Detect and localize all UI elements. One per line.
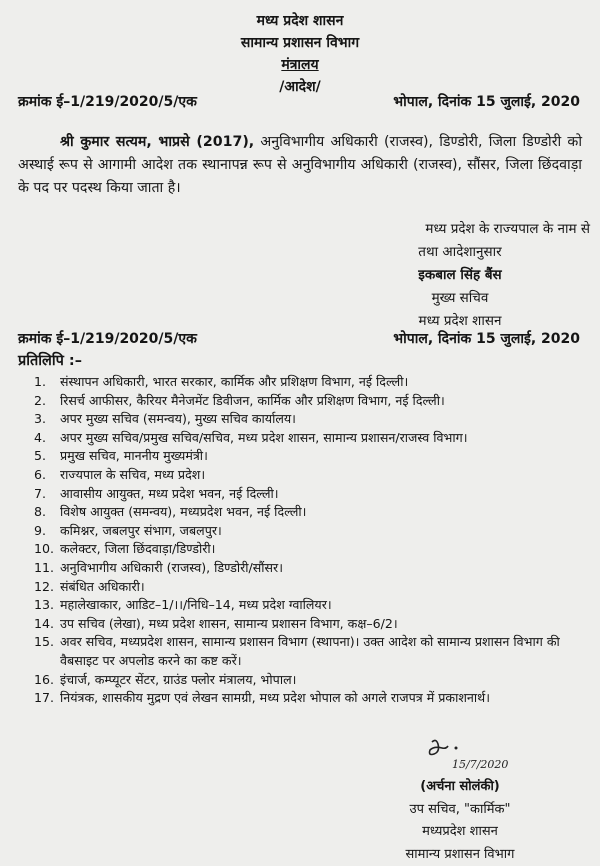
header-department: सामान्य प्रशासन विभाग xyxy=(0,32,600,54)
copy-recipient-text: विशेष आयुक्त (समन्वय), मध्यप्रदेश भवन, नई दिल्ली। xyxy=(60,503,590,522)
officer-name: श्री कुमार सत्यम, भाप्रसे (2017), xyxy=(60,134,254,150)
copy-recipient-item xyxy=(34,633,590,670)
copy-recipient-text: कमिश्नर, जबलपुर संभाग, जबलपुर। xyxy=(60,522,590,541)
copy-recipient-number: 2. xyxy=(34,392,60,411)
order-body xyxy=(18,131,582,200)
authority-block xyxy=(330,218,590,333)
copy-recipient-text: अपर मुख्य सचिव/प्रमुख सचिव/सचिव, मध्य प्रदेश शासन, सामान्य प्रशासन/राजस्व विभाग। xyxy=(60,429,590,448)
copy-recipient-text: अपर मुख्य सचिव (समन्वय), मुख्य सचिव कार्यालय। xyxy=(60,410,590,429)
copy-recipient-item xyxy=(34,540,590,559)
copy-recipient-item xyxy=(34,596,590,615)
copy-recipient-item xyxy=(34,578,590,597)
authority-designation: मुख्य सचिव xyxy=(330,287,590,310)
authority-line-1: मध्य प्रदेश के राज्यपाल के नाम से xyxy=(330,218,590,241)
order-date: भोपाल, दिनांक 15 जुलाई, 2020 xyxy=(393,92,580,111)
copy-recipient-text: संबंधित अधिकारी। xyxy=(60,578,590,597)
copy-recipient-item xyxy=(34,373,590,392)
copy-recipient-text: प्रमुख सचिव, माननीय मुख्यमंत्री। xyxy=(60,447,590,466)
copy-recipient-text: राज्यपाल के सचिव, मध्य प्रदेश। xyxy=(60,466,590,485)
header-government: मध्य प्रदेश शासन xyxy=(0,10,600,32)
copy-date: भोपाल, दिनांक 15 जुलाई, 2020 xyxy=(393,329,580,348)
copy-recipient-item xyxy=(34,392,590,411)
copy-recipient-number: 8. xyxy=(34,503,60,522)
copy-recipient-item xyxy=(34,671,590,690)
order-body-text: अनुविभागीय अधिकारी (राजस्व), डिण्डोरी, जिला डिण्डोरी को अस्थाई रूप से आगामी आदेश तक स्थानापन्न रूप से अनुविभागीय अधिकारी (राजस्व), सौंसर, जिला छिंदवाड़ा के पद पर पदस्थ किया जाता है। xyxy=(18,134,582,196)
copy-recipient-item xyxy=(34,559,590,578)
signatory-department: सामान्य प्रशासन विभाग xyxy=(370,844,550,866)
copy-recipient-item xyxy=(34,689,590,708)
copy-recipient-item xyxy=(34,615,590,634)
copy-recipient-number: 7. xyxy=(34,485,60,504)
copy-recipient-item xyxy=(34,522,590,541)
header-order: /आदेश/ xyxy=(0,76,600,98)
authority-office: मध्य प्रदेश शासन xyxy=(330,310,590,333)
header-secretariat-text: मंत्रालय xyxy=(281,57,318,73)
copy-reference-line xyxy=(18,329,580,348)
copy-recipient-item xyxy=(34,429,590,448)
copy-recipient-text: अनुविभागीय अधिकारी (राजस्व), डिण्डोरी/सौंसर। xyxy=(60,559,590,578)
copy-reference-number: क्रमांक ई–1/219/2020/5/एक xyxy=(18,331,197,347)
order-reference-number: क्रमांक ई–1/219/2020/5/एक xyxy=(18,94,197,110)
copy-recipient-number: 12. xyxy=(34,578,60,597)
copy-recipient-text: महालेखाकार, आडिट–1/।।/निधि–14, मध्य प्रदेश ग्वालियर। xyxy=(60,596,590,615)
copy-recipient-text: आवासीय आयुक्त, मध्य प्रदेश भवन, नई दिल्ली। xyxy=(60,485,590,504)
copy-recipient-number: 11. xyxy=(34,559,60,578)
copy-recipient-item xyxy=(34,485,590,504)
copy-recipient-text: कलेक्टर, जिला छिंदवाड़ा/डिण्डोरी। xyxy=(60,540,590,559)
copy-title: प्रतिलिपि :– xyxy=(18,350,82,370)
copy-recipient-number: 3. xyxy=(34,410,60,429)
header-secretariat xyxy=(0,54,600,76)
signature-block xyxy=(370,776,550,866)
copy-recipient-number: 14. xyxy=(34,615,60,634)
copy-recipient-number: 4. xyxy=(34,429,60,448)
copy-recipient-number: 15. xyxy=(34,633,60,670)
copy-recipient-text: संस्थापन अधिकारी, भारत सरकार, कार्मिक और प्रशिक्षण विभाग, नई दिल्ली। xyxy=(60,373,590,392)
copy-recipient-number: 5. xyxy=(34,447,60,466)
copy-recipient-number: 13. xyxy=(34,596,60,615)
copy-recipient-item xyxy=(34,466,590,485)
copy-recipient-item xyxy=(34,503,590,522)
copy-recipient-item xyxy=(34,447,590,466)
copy-recipient-number: 16. xyxy=(34,671,60,690)
copy-recipient-text: नियंत्रक, शासकीय मुद्रण एवं लेखन सामग्री, मध्य प्रदेश भोपाल को अगले राजपत्र में प्रकाशनार्थ। xyxy=(60,689,590,708)
copy-recipient-text: रिसर्च आफीसर, कैरियर मैनेजमेंट डिवीजन, कार्मिक और प्रशिक्षण विभाग, नई दिल्ली। xyxy=(60,392,590,411)
copy-recipient-text: अवर सचिव, मध्यप्रदेश शासन, सामान्य प्रशासन विभाग (स्थापना)। उक्त आदेश को सामान्य प्रशासन विभाग की वैबसाइट पर अपलोड करने का कष्ट करें। xyxy=(60,633,590,670)
copy-recipient-number: 10. xyxy=(34,540,60,559)
copy-recipient-number: 17. xyxy=(34,689,60,708)
handwritten-date: 15/7/2020 xyxy=(452,758,508,771)
copy-recipient-text: इंचार्ज, कम्प्यूटर सेंटर, ग्राउंड फ्लोर मंत्रालय, भोपाल। xyxy=(60,671,590,690)
copy-recipient-number: 1. xyxy=(34,373,60,392)
letterhead xyxy=(0,10,600,98)
authority-line-2: तथा आदेशानुसार xyxy=(330,241,590,264)
copy-recipient-text: उप सचिव (लेखा), मध्य प्रदेश शासन, सामान्य प्रशासन विभाग, कक्ष–6/2। xyxy=(60,615,590,634)
copy-recipient-number: 9. xyxy=(34,522,60,541)
copy-recipient-number: 6. xyxy=(34,466,60,485)
copy-recipients-list xyxy=(34,373,590,708)
authority-signer: इकबाल सिंह बैंस xyxy=(330,264,590,287)
copy-recipient-item xyxy=(34,410,590,429)
signatory-office: मध्यप्रदेश शासन xyxy=(370,821,550,844)
signatory-designation: उप सचिव, "कार्मिक" xyxy=(370,799,550,822)
signatory-name: (अर्चना सोलंकी) xyxy=(370,776,550,799)
order-reference-line xyxy=(18,92,580,111)
